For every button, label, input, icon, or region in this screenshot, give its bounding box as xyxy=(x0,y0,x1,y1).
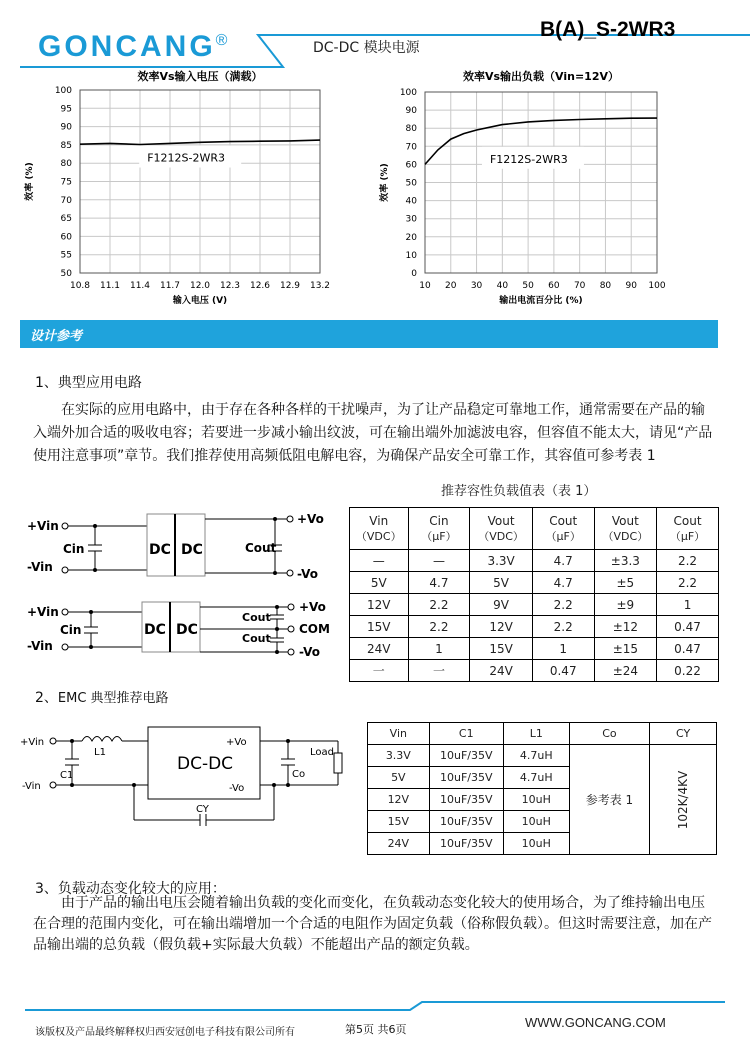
x-tick-label: 11.7 xyxy=(159,281,181,291)
registered-mark: ® xyxy=(215,32,228,49)
x-tick-label: 13.2 xyxy=(309,281,331,291)
table-header-cell: Cout （μF） xyxy=(657,508,719,550)
x-tick-label: 50 xyxy=(522,281,534,291)
label-cout: Cout xyxy=(245,541,277,555)
x-tick-label: 12.6 xyxy=(249,281,271,291)
table-row: 5V 4.7 5V 4.7 ±5 2.2 xyxy=(350,572,719,594)
y-tick-label: 55 xyxy=(60,250,72,261)
heading-typical-circuit: 1、典型应用电路 xyxy=(35,375,142,391)
x-axis-label: 输出电流百分比 (%) xyxy=(499,296,583,306)
y-tick-label: 95 xyxy=(60,104,72,115)
label-vo-neg: -Vo xyxy=(297,567,318,581)
paragraph-dynamic-load: 由于产品的输出电压会随着输出负载的变化而变化，在负载动态变化较大的使用场合，为了维持输出电压在合理的范围内变化，可在输出端增加一个合适的电阻作为固定负载（俗称假负载）。但这时需要注意，加在产品输出端的总负载（假负载+实际最大负载）不能超出产品的额定负载。 xyxy=(33,895,712,953)
x-tick-label: 12.0 xyxy=(189,281,211,291)
y-tick-label: 90 xyxy=(405,106,417,117)
label-vin-neg: -Vin xyxy=(22,781,41,792)
x-tick-label: 80 xyxy=(599,281,612,291)
y-axis-label: 效率 (%) xyxy=(380,163,390,202)
x-tick-label: 90 xyxy=(625,281,637,291)
x-tick-label: 10 xyxy=(419,281,431,291)
x-tick-label: 60 xyxy=(548,281,560,291)
y-tick-label: 20 xyxy=(405,232,417,243)
series-annotation: F1212S-2WR3 xyxy=(147,151,225,165)
label-l1: L1 xyxy=(94,747,106,758)
chart-efficiency-vs-load xyxy=(375,68,680,313)
label-vin-pos: +Vin xyxy=(27,519,59,533)
label-cin: Cin xyxy=(63,542,85,556)
x-tick-label: 12.3 xyxy=(219,281,241,291)
table-row: 5V 10uF/35V 4.7uH xyxy=(368,767,717,789)
table-header-cell: Cout （μF） xyxy=(532,508,594,550)
emc-component-table xyxy=(367,722,717,855)
table-header-cell: Cin （μF） xyxy=(408,508,470,550)
label-vin-neg: -Vin xyxy=(27,639,53,653)
label-dc-in: DC xyxy=(149,542,171,558)
table-row: — — 3.3V 4.7 ±3.3 2.2 xyxy=(350,550,719,572)
x-tick-label: 11.4 xyxy=(129,281,151,291)
table-header-row xyxy=(350,508,719,550)
table-row: 12V 2.2 9V 2.2 ±9 1 xyxy=(350,594,719,616)
table-header-cell: Vout （VDC） xyxy=(594,508,656,550)
x-tick-label: 10.8 xyxy=(69,281,91,291)
model-number: B(A)_S-2WR3 xyxy=(540,18,676,41)
label-vin-neg: -Vin xyxy=(27,560,53,574)
label-cout-2: Cout xyxy=(242,632,271,645)
label-dc-out: DC xyxy=(176,622,198,638)
circuit-emc xyxy=(20,715,355,830)
x-tick-label: 100 xyxy=(648,281,666,291)
footer-page: 第5页 共6页 xyxy=(345,1023,407,1036)
label-vin-pos: +Vin xyxy=(20,737,45,748)
label-vin-pos: +Vin xyxy=(27,605,59,619)
heading-emc: 2、EMC 典型推荐电路 xyxy=(35,690,169,706)
table-row: 一 一 24V 0.47 ±24 0.22 xyxy=(350,660,719,682)
table-header-cell: Vout （VDC） xyxy=(470,508,532,550)
chart-title: 效率Vs输入电压（满载） xyxy=(137,70,263,83)
table-row: 15V 10uF/35V 10uH xyxy=(368,811,717,833)
label-vo-pos: +Vo xyxy=(299,600,326,614)
footer-copyright: 该版权及产品最终解释权归西安冠创电子科技有限公司所有 xyxy=(35,1027,295,1038)
y-tick-label: 70 xyxy=(60,195,72,206)
y-axis-label: 效率 (%) xyxy=(25,162,35,201)
label-vo-neg: -Vo xyxy=(299,645,320,659)
table-row: 3.3V 10uF/35V 4.7uH 参考表 1 102K/4KV xyxy=(368,745,717,767)
label-cy: CY xyxy=(196,804,209,815)
label-c1: C1 xyxy=(60,770,74,781)
y-tick-label: 50 xyxy=(405,178,417,189)
header-subtitle: DC-DC 模块电源 xyxy=(313,40,420,56)
paragraph-typical-circuit: 在实际的应用电路中，由于存在各种各样的干扰噪声，为了让产品稳定可靠地工作，通常需要在产品的输入端外加合适的吸收电容；若要进一步减小输出纹波，可在输出端外加滤波电容，但容值不能太大，请见“产品使用注意事项”章节。我们推荐使用高频低阻电解电容，为确保产品安全可靠工作，其容值可参考表 1 xyxy=(33,402,713,464)
label-load: Load xyxy=(310,747,334,758)
table-header-row: Vin C1 L1 Co CY xyxy=(368,723,717,745)
table-row: 15V 2.2 12V 2.2 ±12 0.47 xyxy=(350,616,719,638)
table-row: 24V 1 15V 1 ±15 0.47 xyxy=(350,638,719,660)
x-axis-label: 输入电压 (V) xyxy=(172,296,228,306)
y-tick-label: 60 xyxy=(60,232,72,243)
y-tick-label: 100 xyxy=(54,86,72,96)
label-vo-pos: +Vo xyxy=(297,512,324,526)
table1-caption: 推荐容性负载值表（表 1） xyxy=(441,484,597,499)
label-vo-pos: +Vo xyxy=(226,737,247,748)
table-header-cell: Vin （VDC） xyxy=(350,508,409,550)
y-tick-label: 65 xyxy=(60,214,72,225)
x-tick-label: 12.9 xyxy=(279,281,301,291)
table-row: 24V 10uF/35V 10uH xyxy=(368,833,717,855)
x-tick-label: 40 xyxy=(496,281,509,291)
label-com: COM xyxy=(299,622,330,636)
y-tick-label: 80 xyxy=(405,124,417,135)
chart-efficiency-vs-input xyxy=(20,68,340,313)
cy-merged-cell: 102K/4KV xyxy=(650,745,717,855)
heading-dynamic-load: 3、负载动态变化较大的应用： xyxy=(35,881,226,897)
label-cout-1: Cout xyxy=(242,611,271,624)
label-dc-out: DC xyxy=(181,542,203,558)
chart-title: 效率Vs输出负载（Vin=12V） xyxy=(462,70,620,83)
y-tick-label: 30 xyxy=(405,214,417,225)
y-tick-label: 10 xyxy=(405,250,417,261)
y-tick-label: 90 xyxy=(60,122,72,133)
table-row: 12V 10uF/35V 10uH xyxy=(368,789,717,811)
y-tick-label: 70 xyxy=(405,142,417,153)
logo-text: GONCANG xyxy=(38,30,216,63)
y-tick-label: 85 xyxy=(60,140,72,151)
x-tick-label: 70 xyxy=(573,281,586,291)
y-tick-label: 0 xyxy=(411,269,417,279)
footer-website: WWW.GONCANG.COM xyxy=(525,1015,666,1030)
circuit-single-output xyxy=(25,505,345,585)
x-tick-label: 20 xyxy=(445,281,457,291)
y-tick-label: 40 xyxy=(405,196,417,207)
circuit-dual-output xyxy=(25,592,345,662)
y-tick-label: 100 xyxy=(399,88,417,98)
label-dc-in: DC xyxy=(144,622,166,638)
x-tick-label: 30 xyxy=(470,281,483,291)
label-cin: Cin xyxy=(60,623,82,637)
y-tick-label: 50 xyxy=(60,269,72,279)
label-vo-neg: -Vo xyxy=(229,783,245,794)
y-tick-label: 80 xyxy=(60,159,72,170)
label-dcdc: DC-DC xyxy=(177,754,234,774)
y-tick-label: 75 xyxy=(60,177,72,188)
x-tick-label: 11.1 xyxy=(99,281,121,291)
capacitive-load-table xyxy=(349,507,719,682)
co-merged-cell: 参考表 1 xyxy=(569,745,650,855)
label-co: Co xyxy=(292,769,306,780)
section-bar xyxy=(20,320,718,348)
y-tick-label: 60 xyxy=(405,160,417,171)
series-annotation: F1212S-2WR3 xyxy=(489,152,568,166)
section-title: 设计参考 xyxy=(30,329,83,344)
